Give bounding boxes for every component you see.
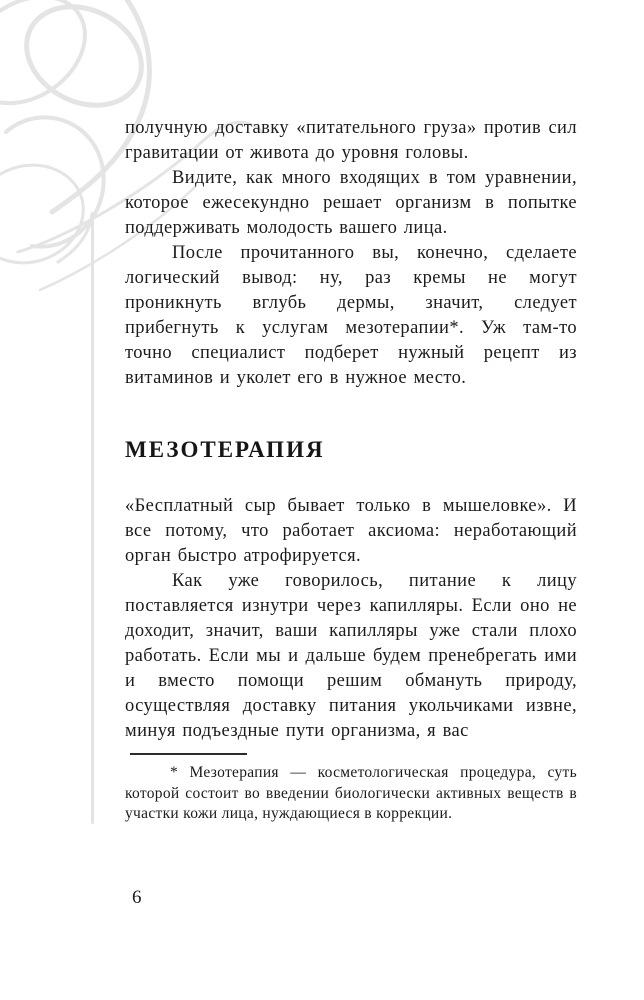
body-paragraphs-top [125,116,577,391]
left-margin-rule [91,212,94,824]
footnote-block [125,753,577,825]
paragraph: После прочитанного вы, конечно, сделаете логический вывод: ну, раз кремы не могут проникнуть вглубь дермы, значит, следует прибегнуть к услугам мезотерапии*. Уж там-то точно специалист подберет нужный рецепт из витаминов и уколет его в нужное место. [125,243,577,388]
paragraph: получную доставку «питательного груза» против сил гравитации от живота до уровня головы. [125,118,577,163]
paragraph: «Бесплатный сыр бывает только в мышеловке». И все потому, что работает аксиома: неработающий орган быстро атрофируется. [125,496,577,566]
section-heading: МЕЗОТЕРАПИЯ [125,437,325,462]
paragraph: Видите, как много входящих в том уравнении, которое ежесекундно решает организм в попытке поддерживать молодость вашего лица. [125,168,577,238]
footnote-text: * Мезотерапия — косметологическая процедура, суть которой состоит во введении биологически активных веществ в участки кожи лица, нуждающиеся в коррекции. [125,764,577,822]
text-block [125,116,577,744]
page-number: 6 [132,887,142,908]
paragraph: Как уже говорилось, питание к лицу поставляется изнутри через капилляры. Если оно не доходит, значит, ваши капилляры уже стали плохо работать. Если мы и дальше будем пренебрегать ими и вместо помощи решим обмануть природу, осуществляя доставку питания укольчиками извне, минуя подъездные пути организма, я вас [125,571,577,741]
footnote-separator [130,753,247,755]
body-paragraphs-bottom [125,494,577,744]
